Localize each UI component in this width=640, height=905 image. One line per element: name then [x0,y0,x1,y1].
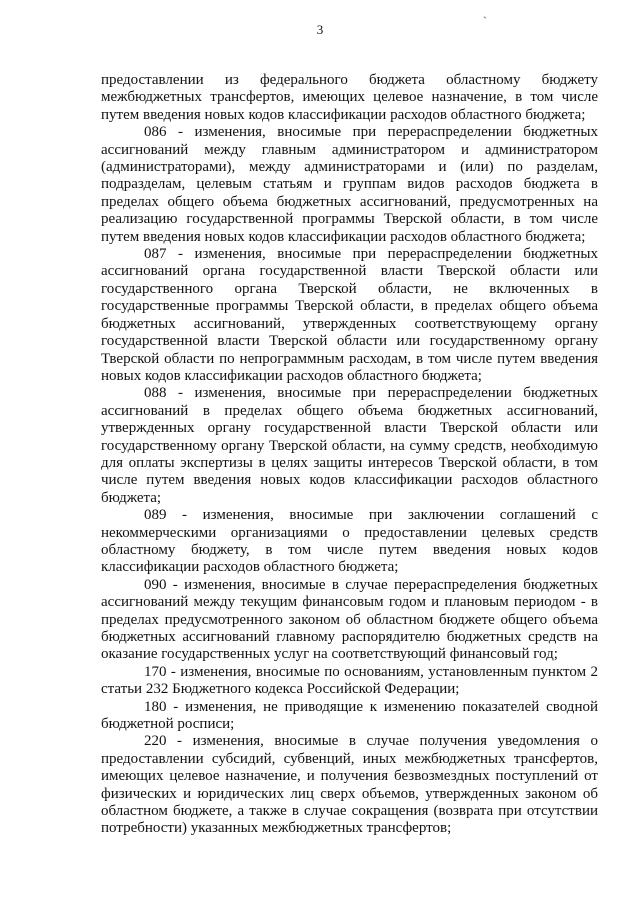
paragraph-code-089: 089 - изменения, вносимые при заключении соглашений с некоммерческими организациями о предоставлении целевых средств областному бюджету, в том числе путем введения новых кодов классификации расходов областного бюджета; [101,507,598,576]
paragraph-continuation: предоставлении из федерального бюджета областному бюджету межбюджетных трансфертов, имеющих целевое назначение, в том числе путем введения новых кодов классификации расходов областного бюджета; [101,72,598,123]
paragraph-code-170: 170 - изменения, вносимые по основаниям, установленным пунктом 2 статьи 232 Бюджетного кодекса Российской Федерации; [101,663,598,698]
paragraph-code-088: 088 - изменения, вносимые при перераспределении бюджетных ассигнований в пределах общего объема бюджетных ассигнований, утвержденных органу государственной власти Тверской области или государственному органу Тверской области, на сумму средств, необходимую для оплаты экспертизы в целях защиты интересов Тверской области, в том числе путем введения новых кодов классификации расходов областного бюджета; [101,385,598,506]
paragraph-code-086: 086 - изменения, вносимые при перераспределении бюджетных ассигнований между главным администратором и администратором (администраторами), между администраторами и (или) по разделам, подразделам, целевым статьям и группам видов расходов бюджета в пределах общего объема бюджетных ассигнований, предусмотренных на реализацию государственной программы Тверской области, в том числе путем введения новых кодов классификации расходов областного бюджета; [101,124,598,245]
page-number: 3 [316,22,324,37]
paragraph-code-180: 180 - изменения, не приводящие к изменению показателей сводной бюджетной росписи; [101,698,598,733]
paragraph-code-087: 087 - изменения, вносимые при перераспределении бюджетных ассигнований органа государственной власти Тверской области или государственного органа Тверской области, не включенных в государственные программы Тверской области, в пределах общего объема бюджетных ассигнований, утвержденных соответствующему органу государственной власти Тверской области или государственному органу Тверской области по непрограммным расходам, в том числе путем введения новых кодов классификации расходов областного бюджета; [101,246,598,384]
scan-mark: ` [483,14,487,28]
document-body [101,72,598,838]
paragraph-code-220: 220 - изменения, вносимые в случае получения уведомления о предоставлении субсидий, субвенций, иных межбюджетных трансфертов, имеющих целевое назначение, и получения безвозмездных поступлений от физических и юридических лиц сверх объемов, утвержденных законом об областном бюджете, а также в случае сокращения (возврата при отсутствии потребности) указанных межбюджетных трансфертов; [101,733,598,837]
paragraph-code-090: 090 - изменения, вносимые в случае перераспределения бюджетных ассигнований между текущим финансовым годом и плановым периодом - в пределах предусмотренного законом об областном бюджете общего объема бюджетных ассигнований главному распорядителю бюджетных средств на оказание государственных услуг на соответствующий финансовый год; [101,576,598,663]
